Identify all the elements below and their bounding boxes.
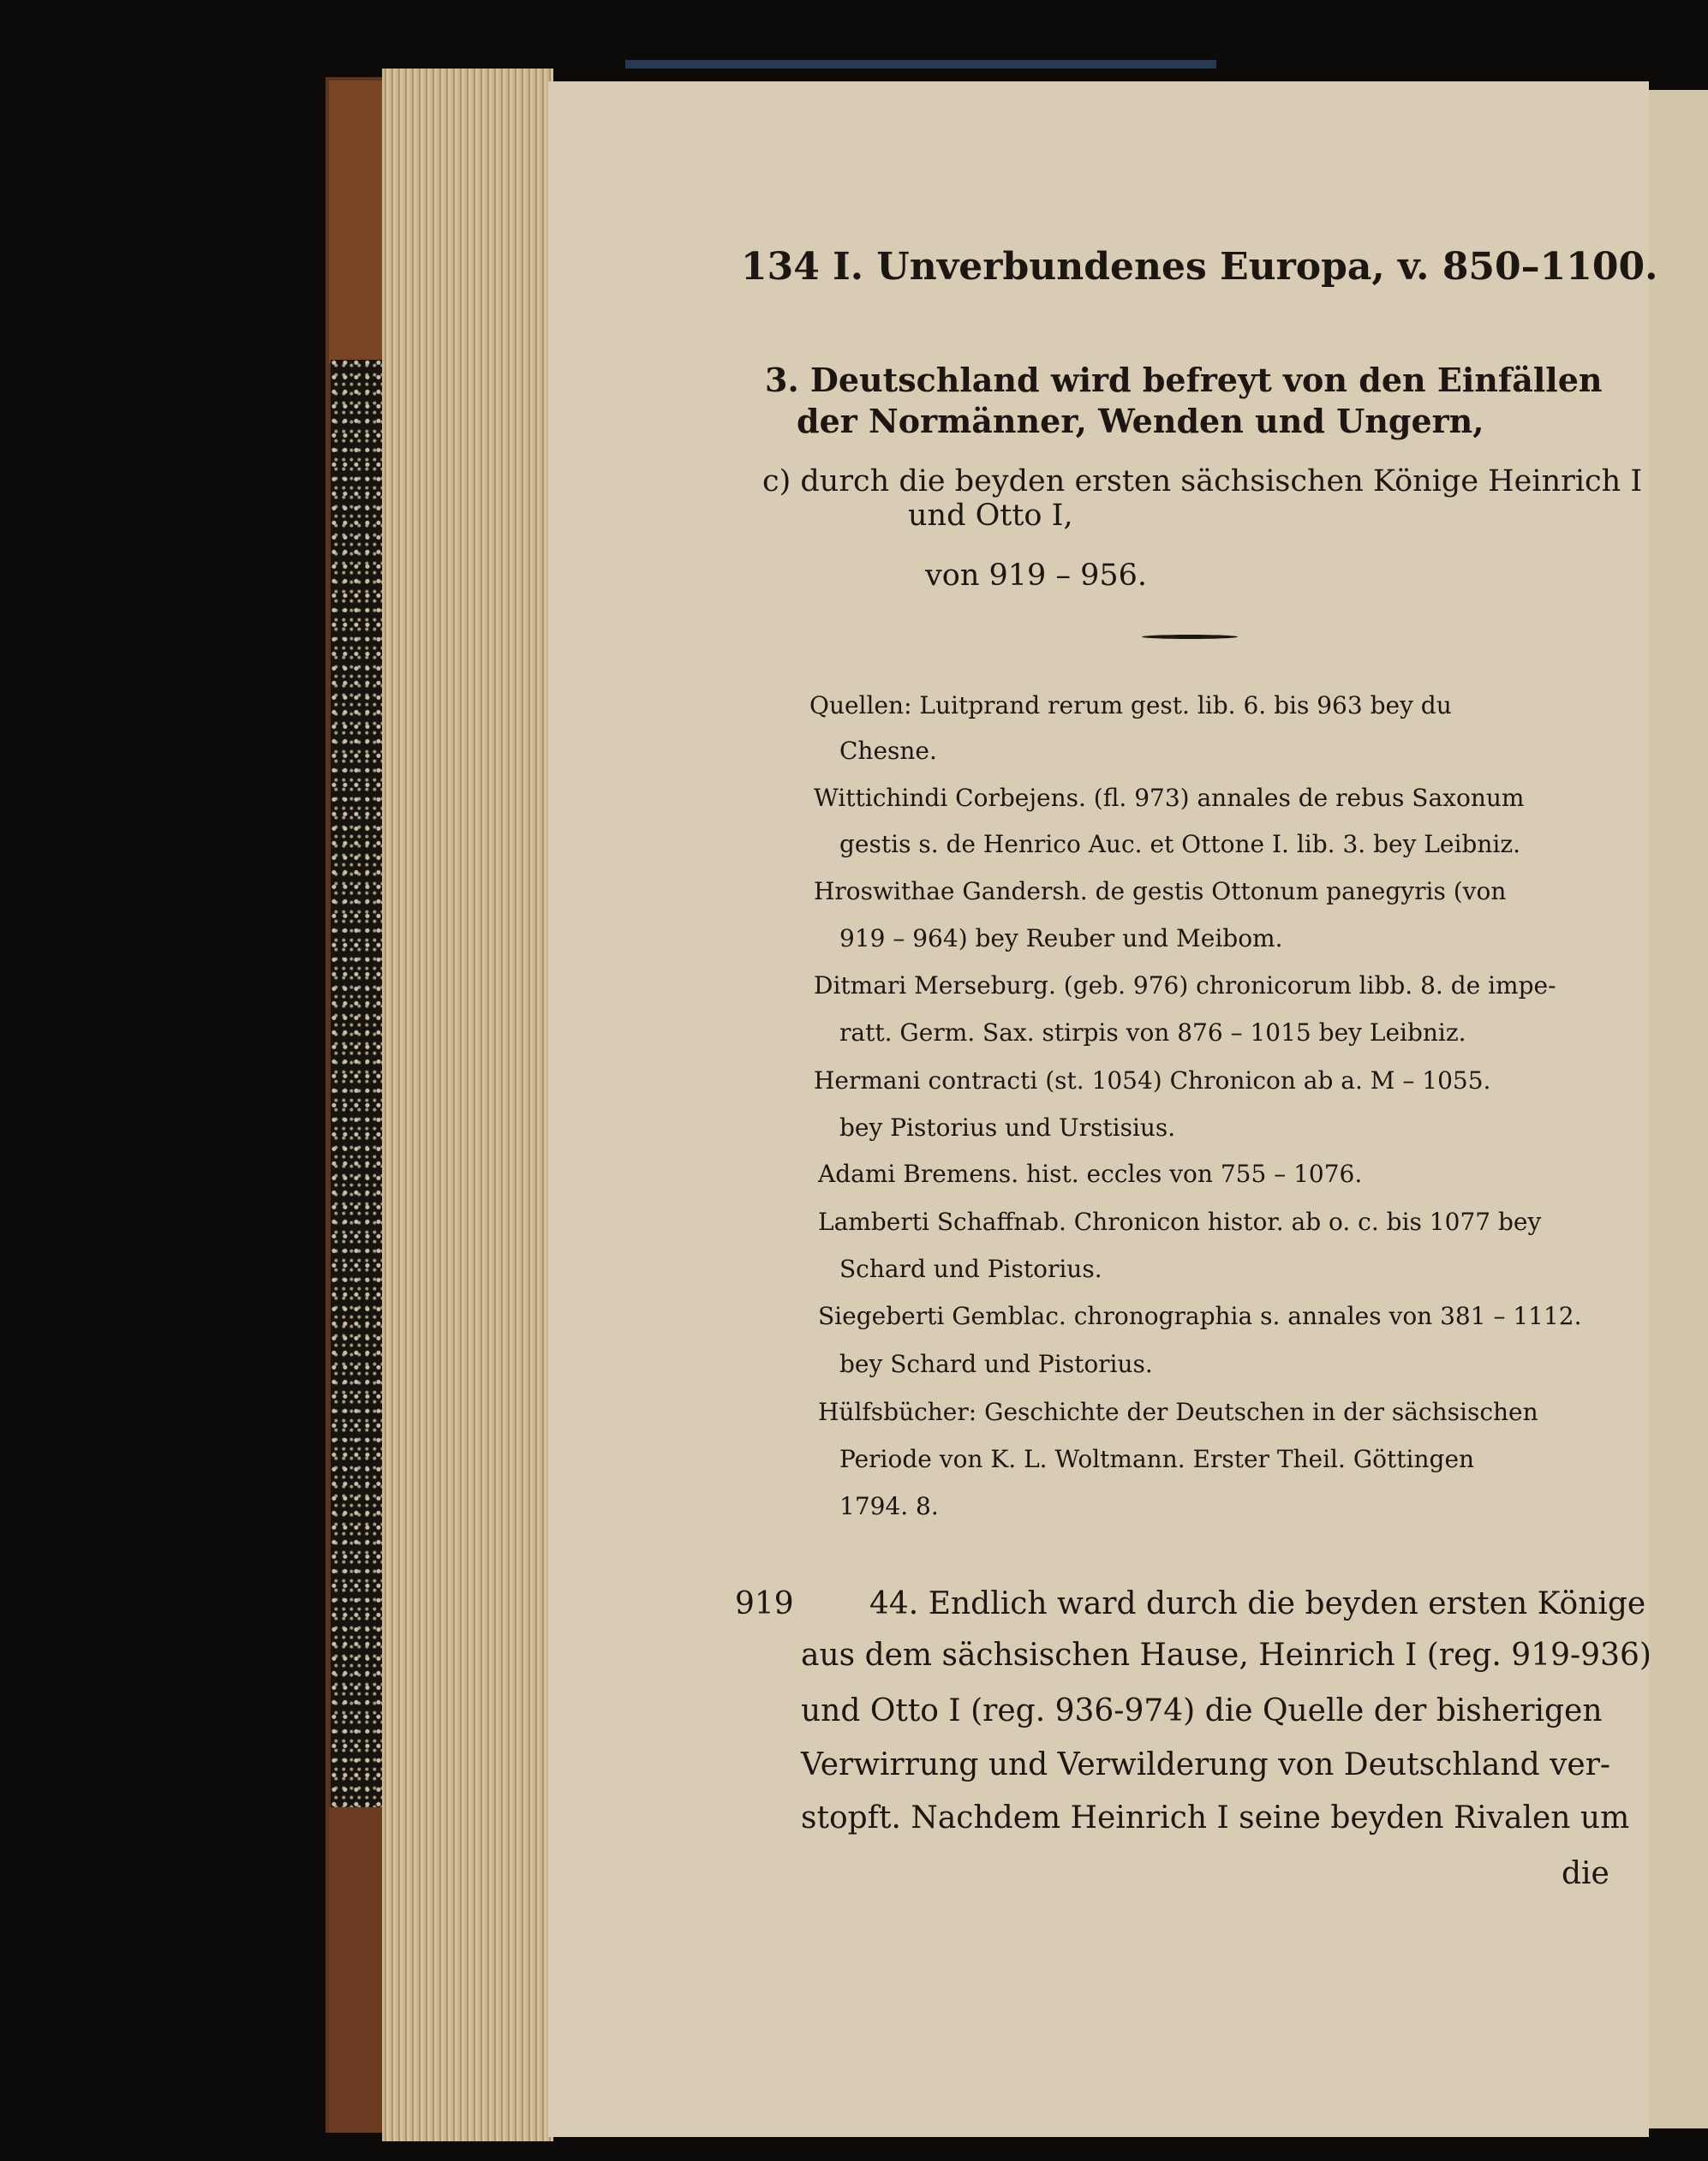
source-line: gestis s. de Henrico Auc. et Ottone I. lib. 3. bey Leibniz. xyxy=(839,830,1520,858)
source-line: Chesne. xyxy=(839,737,937,765)
source-line: Siegeberti Gemblac. chronographia s. annales von 381 – 1112. xyxy=(818,1302,1582,1330)
head-band xyxy=(625,60,1216,69)
source-line: Lamberti Schaffnab. Chronicon histor. ab o. c. bis 1077 bey xyxy=(818,1208,1542,1236)
source-line: Adami Bremens. hist. eccles von 755 – 1076. xyxy=(818,1160,1363,1188)
facing-page-edge xyxy=(1645,90,1708,2128)
source-line: 919 – 964) bey Reuber und Meibom. xyxy=(839,924,1283,952)
margin-year: 919 xyxy=(735,1586,794,1621)
section-title-line-1: 3. Deutschland wird befreyt von den Einfällen xyxy=(765,361,1603,399)
page-edges xyxy=(382,69,553,2141)
source-line: ratt. Germ. Sax. stirpis von 876 – 1015 bey Leibniz. xyxy=(839,1018,1466,1047)
source-line: Periode von K. L. Woltmann. Erster Theil. Göttingen xyxy=(839,1445,1475,1473)
section-title-line-2: der Normänner, Wenden und Ungern, xyxy=(797,402,1484,440)
subsection-line-1: c) durch die beyden ersten sächsischen Könige Heinrich I xyxy=(762,464,1643,498)
body-line: aus dem sächsischen Hause, Heinrich I (reg. 919-936) xyxy=(801,1638,1651,1673)
source-line: Ditmari Merseburg. (geb. 976) chronicorum libb. 8. de impe- xyxy=(814,971,1556,1000)
source-line: bey Pistorius und Urstisius. xyxy=(839,1113,1176,1142)
source-line: Hermani contracti (st. 1054) Chronicon ab a. M – 1055. xyxy=(814,1066,1491,1095)
source-line: Hülfsbücher: Geschichte der Deutschen in der sächsischen xyxy=(818,1398,1538,1426)
body-line: stopft. Nachdem Heinrich I seine beyden Rivalen um xyxy=(801,1800,1630,1836)
source-line: bey Schard und Pistorius. xyxy=(839,1350,1153,1378)
book xyxy=(308,60,1708,2150)
page-header: 134 I. Unverbundenes Europa, v. 850–1100. xyxy=(741,245,1658,289)
source-line: Wittichindi Corbejens. (fl. 973) annales de rebus Saxonum xyxy=(814,784,1525,812)
ornamental-rule xyxy=(1142,635,1238,639)
catchword: die xyxy=(1562,1856,1609,1891)
source-line: Hroswithae Gandersh. de gestis Ottonum panegyris (von xyxy=(814,877,1507,905)
subsection-dates: von 919 – 956. xyxy=(925,558,1147,593)
subsection-line-2: und Otto I, xyxy=(908,498,1073,533)
source-line: 1794. 8. xyxy=(839,1492,939,1520)
body-line: Verwirrung und Verwilderung von Deutschland ver- xyxy=(801,1747,1611,1782)
source-line: Schard und Pistorius. xyxy=(839,1255,1102,1283)
body-line: und Otto I (reg. 936-974) die Quelle der bisherigen xyxy=(801,1693,1603,1728)
body-line: 44. Endlich ward durch die beyden ersten Könige xyxy=(869,1586,1646,1621)
source-line: Quellen: Luitprand rerum gest. lib. 6. bis 963 bey du xyxy=(809,691,1452,719)
book-page xyxy=(548,81,1658,2137)
